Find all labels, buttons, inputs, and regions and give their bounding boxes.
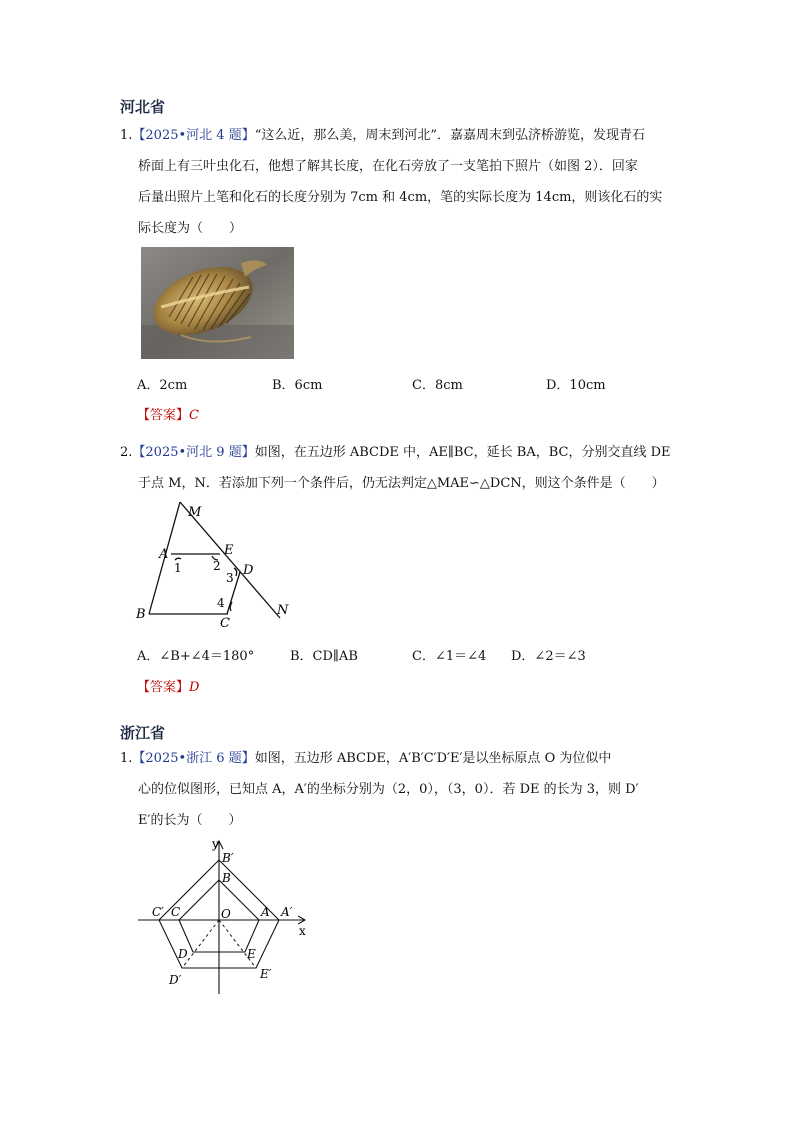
question-number: 1.	[120, 128, 133, 143]
figure-label-c: C	[171, 905, 181, 919]
question-text-line: 于点 M，N．若添加下列一个条件后，仍无法判定△MAE∽△DCN，则这个条件是（ ）	[138, 476, 665, 491]
province-heading-hebei: 河北省	[120, 98, 166, 116]
question-text-line: 如图，五边形 ABCDE，A′B′C′D′E′是以坐标原点 O 为位似中	[254, 751, 612, 766]
question-text-line: 桥面上有三叶虫化石，他想了解其长度，在化石旁放了一支笔拍下照片（如图 2）．回家	[138, 159, 638, 174]
option-a: A．2cm	[137, 378, 188, 393]
question-text-line: 际长度为（ ）	[138, 221, 243, 236]
option-d: D．10cm	[546, 378, 606, 393]
figure-label-b: B	[222, 871, 231, 885]
answer-label: 【答案】	[137, 408, 190, 423]
question-hebei-2	[120, 437, 680, 499]
figure-label-n: N	[277, 603, 289, 618]
figure-label-d: D	[178, 947, 188, 961]
figure-label-o: O	[221, 907, 231, 921]
figure-angle-2: 2	[213, 559, 221, 573]
answer-label: 【答案】	[137, 680, 190, 695]
question-text-line: 心的位似图形，已知点 A，A′的坐标分别为（2，0），（3，0）．若 DE 的长为 3，则 D′	[138, 782, 639, 797]
figure-angle-4: 4	[217, 596, 225, 610]
figure-label-d-prime: D′	[169, 973, 182, 987]
question-hebei-1	[120, 120, 680, 244]
question-source: 【2025•河北 9 题】	[132, 445, 255, 460]
question-text-line: 如图，在五边形 ABCDE 中，AE∥BC，延长 BA，BC，分别交直线 DE	[254, 445, 671, 460]
option-c: C．∠1＝∠4	[412, 649, 487, 664]
figure-label-d: D	[243, 563, 254, 578]
figure-label-c-prime: C′	[152, 905, 164, 919]
option-a: A．∠B+∠4＝180°	[137, 649, 255, 664]
option-d: D．∠2＝∠3	[511, 649, 586, 664]
answer-value: C	[189, 408, 199, 423]
answer-hebei-1	[137, 404, 199, 423]
question-source: 【2025•河北 4 题】	[132, 128, 255, 143]
figure-label-a: A	[261, 905, 270, 919]
answer-value: D	[189, 680, 200, 695]
option-c: C．8cm	[412, 378, 463, 393]
figure-label-a: A	[159, 547, 169, 562]
question-source: 【2025•浙江 6 题】	[132, 751, 255, 766]
question-zhejiang-1	[120, 743, 680, 836]
option-b: B．6cm	[272, 378, 323, 393]
figure-angle-3: 3	[226, 571, 234, 585]
figure-label-e: E	[247, 947, 256, 961]
figure-label-b-prime: B′	[222, 851, 234, 865]
trilobite-fossil-photo	[141, 247, 294, 359]
question-number: 1.	[120, 751, 133, 766]
answer-hebei-2	[137, 676, 199, 695]
coordinate-pentagon-figure	[138, 836, 316, 996]
province-heading-zhejiang: 浙江省	[120, 724, 166, 742]
question-text-line: “这么近，那么美，周末到河北”．嘉嘉周末到弘济桥游览，发现青石	[254, 128, 645, 143]
axis-label-y: y	[212, 837, 219, 851]
question-number: 2.	[120, 445, 133, 460]
question-text-line: 后量出照片上笔和化石的长度分别为 7cm 和 4cm，笔的实际长度为 14cm，则该化石的实	[138, 190, 663, 205]
figure-label-b: B	[136, 607, 146, 622]
figure-label-a-prime: A′	[281, 905, 293, 919]
axis-label-x: x	[299, 924, 306, 938]
question-text-line: E′的长为（ ）	[138, 813, 242, 828]
figure-label-c: C	[220, 616, 230, 631]
figure-label-m: M	[188, 505, 202, 520]
pentagon-figure	[132, 496, 294, 632]
figure-angle-1: 1	[174, 561, 182, 575]
figure-label-e-prime: E′	[260, 967, 272, 981]
option-b: B．CD∥AB	[290, 649, 358, 664]
figure-label-e: E	[224, 543, 234, 558]
